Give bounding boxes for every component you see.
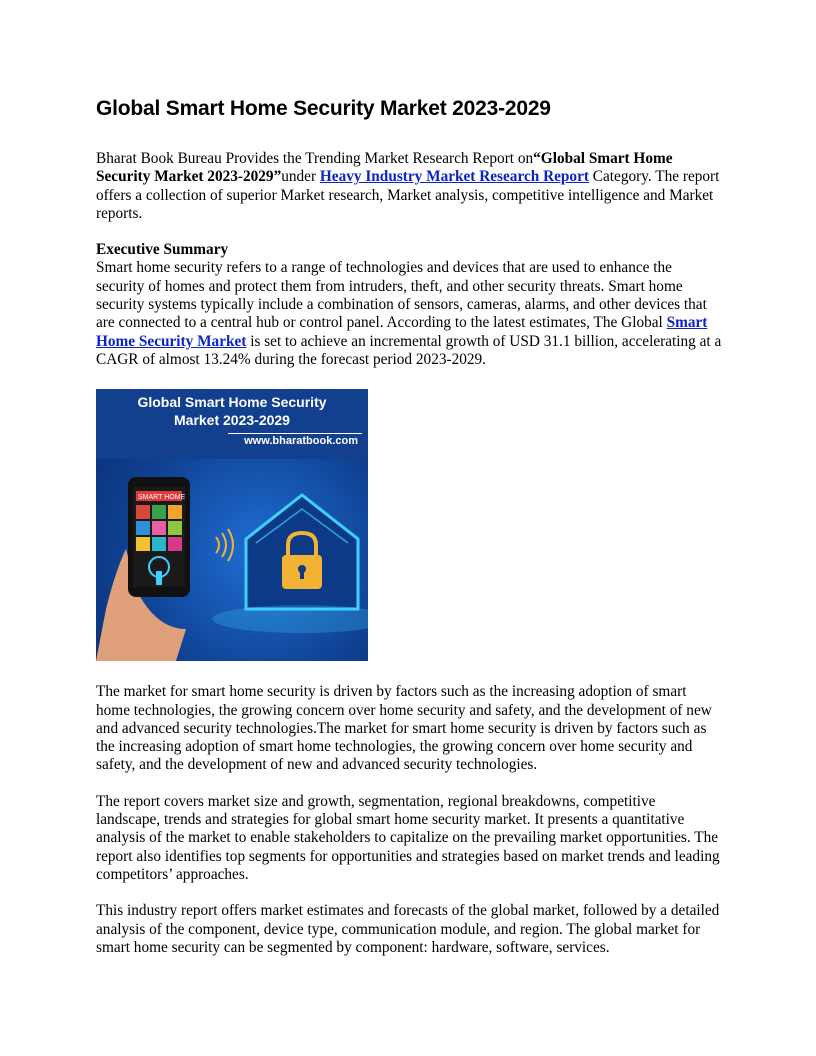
banner-url: www.bharatbook.com [244, 435, 358, 448]
body-paragraph: The report covers market size and growth, segmentation, regional breakdowns, competitive landscape, trends and strategies for global smart home security market. It presents a quantitative analysis of the market to enable stakeholders to capitalize on the prevailing market opportunities. The report also identifies top segments for opportunities and strategies based on market trends and leading competitors’ approaches. [96, 792, 720, 883]
intro-rest-text: Category. The report offers a collection of superior Market research, Market analysis, competitive intelligence and Market reports. [96, 168, 720, 222]
intro-report-title: “Global Smart Home Security Market 2023-2029” [96, 150, 673, 186]
intro-text: Bharat Book Bureau Provides the Trending Market Research Report on [96, 150, 534, 167]
intro-under-text: under [281, 168, 320, 186]
body-paragraph: This industry report offers market estimates and forecasts of the global market, followed by a detailed analysis of the component, device type, communication module, and region. The global market for smart home security can be segmented by component: hardware, software, services. [96, 902, 720, 956]
executive-summary-heading: Executive Summary [96, 241, 229, 259]
report-banner-image [96, 389, 368, 661]
body-paragraph: The market for smart home security is driven by factors such as the increasing adoption of smart home technologies, the growing concern over home security and safety, and the development of new and advanced security technologies.The market for smart home security is driven by factors such as the increasing adoption of smart home technologies, the growing concern over home security and safety, and the development of new and advanced security technologies. [96, 683, 712, 774]
category-link[interactable]: Heavy Industry Market Research Report [319, 168, 589, 186]
house-icon [246, 495, 358, 609]
wireless-signal-icon [216, 537, 219, 553]
executive-summary-paragraph [96, 259, 722, 369]
market-link[interactable]: Smart Home Security Market [96, 314, 708, 350]
document-page [96, 96, 722, 975]
smart-home-illustration [96, 459, 368, 661]
phone-screen-label: SMART HOME [138, 494, 186, 502]
executive-rest-text: is set to achieve an incremental growth of USD 31.1 billion, accelerating at a CAGR of almost 13.24% during the forecast period 2023-2029. [96, 332, 722, 368]
page-title: Global Smart Home Security Market 2023-2029 [96, 97, 551, 120]
intro-paragraph [96, 150, 722, 223]
banner-title-line2: Market 2023-2029 [174, 412, 290, 429]
banner-rule [228, 433, 362, 434]
banner-title-line1: Global Smart Home Security [137, 394, 327, 411]
executive-text: Smart home security refers to a range of technologies and devices that are used to enhance the security of homes and protect them from intruders, theft, and other security threats. Smart home security systems typically include a combination of sensors, cameras, alarms, and other devices that are connected to a central hub or control panel. According to the latest estimates, The Global [96, 259, 707, 332]
